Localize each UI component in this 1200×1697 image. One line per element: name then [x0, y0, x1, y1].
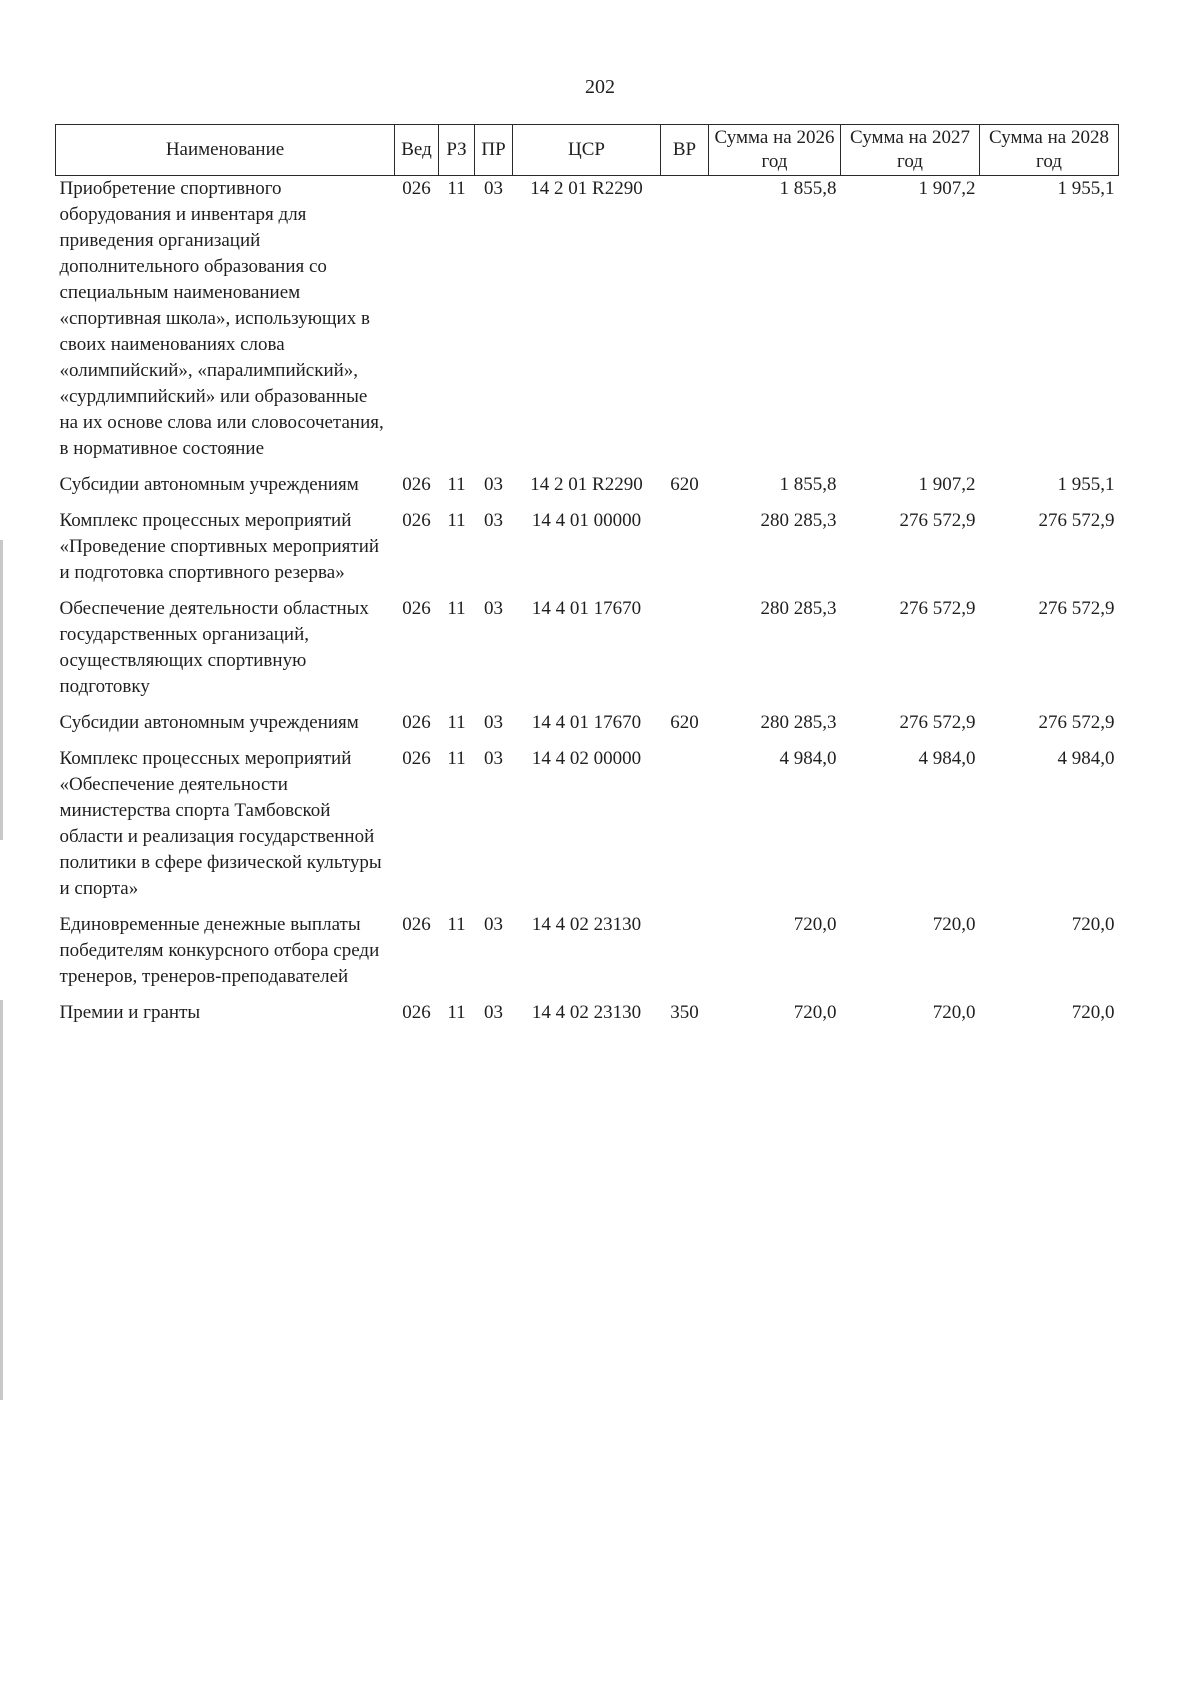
row-csr: 14 4 02 23130	[531, 1002, 642, 1023]
row-csr: 14 4 02 00000	[531, 748, 642, 769]
row-pr: 03	[484, 178, 503, 199]
row-sum-2026: 720,0	[793, 914, 837, 935]
row-sum-2027: 276 572,9	[899, 598, 976, 619]
row-sum-2026: 280 285,3	[760, 598, 837, 619]
row-sum-2026: 1 855,8	[779, 474, 837, 495]
table-row	[56, 508, 1119, 596]
row-ved: 026	[402, 178, 431, 199]
row-sum-2028: 720,0	[1071, 1002, 1115, 1023]
row-name: Субсидии автономным учреждениям	[59, 474, 359, 495]
row-csr: 14 4 02 23130	[531, 914, 642, 935]
row-sum-2028: 720,0	[1071, 914, 1115, 935]
row-name: Единовременные денежные выплаты победителям конкурсного отбора среди тренеров, тренеров-преподавателей	[59, 914, 380, 987]
table-row	[56, 472, 1119, 508]
header-sum-2027: Сумма на 2027 год	[841, 125, 980, 176]
table-row	[56, 1000, 1119, 1036]
row-pr: 03	[484, 474, 503, 495]
row-sum-2026: 4 984,0	[779, 748, 837, 769]
row-sum-2026: 280 285,3	[760, 510, 837, 531]
row-name: Комплекс процессных мероприятий «Проведение спортивных мероприятий и подготовка спортивного резерва»	[59, 510, 380, 583]
header-pr: ПР	[475, 125, 513, 176]
row-sum-2027: 1 907,2	[918, 474, 976, 495]
row-vr	[661, 746, 709, 912]
row-name: Премии и гранты	[59, 1002, 201, 1023]
row-ved: 026	[402, 712, 431, 733]
table-body	[56, 176, 1119, 1037]
row-sum-2027: 276 572,9	[899, 510, 976, 531]
row-ved: 026	[402, 1002, 431, 1023]
row-sum-2028: 276 572,9	[1038, 510, 1115, 531]
row-vr: 620	[670, 712, 699, 733]
header-rz: РЗ	[439, 125, 475, 176]
row-sum-2026: 720,0	[793, 1002, 837, 1023]
row-ved: 026	[402, 598, 431, 619]
row-csr: 14 4 01 17670	[531, 712, 642, 733]
row-ved: 026	[402, 748, 431, 769]
row-rz: 11	[447, 748, 466, 769]
row-csr: 14 4 01 00000	[531, 510, 642, 531]
row-rz: 11	[447, 712, 466, 733]
header-vr: ВР	[661, 125, 709, 176]
row-sum-2028: 4 984,0	[1057, 748, 1115, 769]
row-pr: 03	[484, 914, 503, 935]
table-row	[56, 596, 1119, 710]
row-sum-2027: 1 907,2	[918, 178, 976, 199]
row-name: Субсидии автономным учреждениям	[59, 712, 359, 733]
row-sum-2028: 1 955,1	[1057, 178, 1115, 199]
table-row	[56, 746, 1119, 912]
row-sum-2027: 720,0	[932, 914, 976, 935]
row-vr	[661, 176, 709, 473]
row-vr: 620	[670, 474, 699, 495]
row-rz: 11	[447, 510, 466, 531]
row-sum-2028: 276 572,9	[1038, 712, 1115, 733]
header-name: Наименование	[56, 125, 395, 176]
row-ved: 026	[402, 914, 431, 935]
header-sum-2026: Сумма на 2026 год	[709, 125, 841, 176]
table-row	[56, 710, 1119, 746]
row-pr: 03	[484, 712, 503, 733]
row-ved: 026	[402, 474, 431, 495]
header-ved: Вед	[395, 125, 439, 176]
row-name: Комплекс процессных мероприятий «Обеспечение деятельности министерства спорта Тамбовской области и реализация государственной политики в сфере физической культуры и спорта»	[59, 748, 382, 899]
row-csr: 14 2 01 R2290	[530, 178, 643, 199]
row-vr	[661, 508, 709, 596]
page-number: 202	[585, 76, 615, 98]
row-ved: 026	[402, 510, 431, 531]
row-pr: 03	[484, 598, 503, 619]
row-pr: 03	[484, 510, 503, 531]
row-vr: 350	[670, 1002, 699, 1023]
row-name: Обеспечение деятельности областных государственных организаций, осуществляющих спортивную подготовку	[59, 598, 369, 697]
row-rz: 11	[447, 474, 466, 495]
row-rz: 11	[447, 914, 466, 935]
row-pr: 03	[484, 1002, 503, 1023]
row-rz: 11	[447, 1002, 466, 1023]
row-sum-2027: 276 572,9	[899, 712, 976, 733]
row-csr: 14 4 01 17670	[531, 598, 642, 619]
row-vr	[661, 912, 709, 1000]
row-sum-2028: 276 572,9	[1038, 598, 1115, 619]
scan-edge-mark	[0, 1000, 3, 1400]
row-sum-2027: 4 984,0	[918, 748, 976, 769]
scan-edge-mark	[0, 540, 3, 840]
row-sum-2026: 1 855,8	[779, 178, 837, 199]
row-csr: 14 2 01 R2290	[530, 474, 643, 495]
row-vr	[661, 596, 709, 710]
row-name: Приобретение спортивного оборудования и инвентаря для приведения организаций дополнительного образования со специальным наименованием «спортивная школа», использующих в своих наименованиях слова «олимпийский», «паралимпийский», «сурдлимпийский» или образованные на их основе слова или словосочетания, в нормативное состояние	[59, 178, 384, 459]
row-rz: 11	[447, 178, 466, 199]
row-sum-2027: 720,0	[932, 1002, 976, 1023]
header-csr: ЦСР	[513, 125, 661, 176]
table-row	[56, 176, 1119, 473]
budget-table	[55, 124, 1119, 1036]
table-row	[56, 912, 1119, 1000]
row-sum-2028: 1 955,1	[1057, 474, 1115, 495]
row-pr: 03	[484, 748, 503, 769]
row-sum-2026: 280 285,3	[760, 712, 837, 733]
row-rz: 11	[447, 598, 466, 619]
table-header	[56, 125, 1119, 176]
header-sum-2028: Сумма на 2028 год	[980, 125, 1119, 176]
